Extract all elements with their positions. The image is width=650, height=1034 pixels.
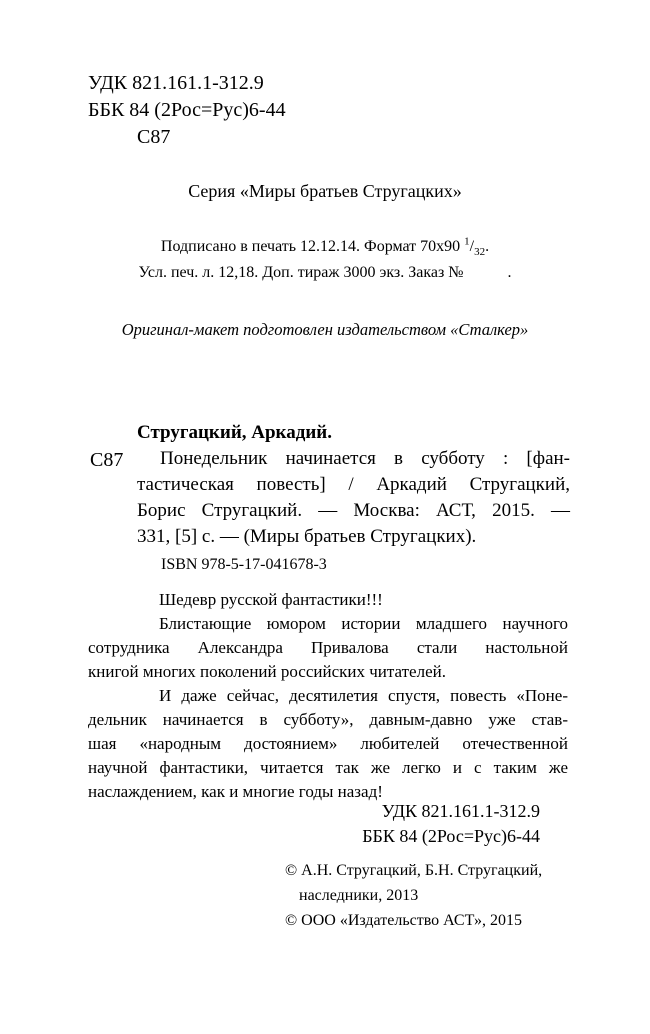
card-author: Стругацкий, Аркадий. [137,422,332,443]
annotation-line: И даже сейчас, десятилетия спустя, повесть «Поне- [159,686,568,705]
classification-block [88,70,286,151]
copyright-authors: © А.Н. Стругацкий, Б.Н. Стругацкий, [285,862,543,879]
print-info-line-2: Усл. печ. л. 12,18. Доп. тираж 3000 экз. Заказ № . [138,264,512,281]
annotation-line: Шедевр русской фантастики!!! [159,590,383,609]
udk-code: УДК 821.161.1-312.9 [88,72,264,94]
copyright-block [285,858,542,933]
card-line: 331, [5] с. — (Миры братьев Стругацких). [137,526,477,547]
card-text [137,420,570,550]
annotation-line: научной фантастики, читается так же легко и с таким же [88,758,568,777]
fraction-slash: / [469,238,475,255]
card-line: Понедельник начинается в субботу : [фан- [160,448,570,469]
series-title: Серия «Миры братьев Стругацких» [188,181,462,201]
annotation-line: наслаждением, как и многие годы назад! [88,782,383,801]
bbk-code: ББК 84 (2Рос=Рус)6-44 [88,99,286,121]
card-line: Борис Стругацкий. — Москва: АСТ, 2015. — [137,500,570,521]
copyright-authors-continued: наследники, 2013 [299,887,419,904]
print-date-format: Подписано в печать 12.12.14. Формат 70х90 [160,238,465,255]
annotation [88,588,568,804]
card-author-sign: С87 [90,449,124,471]
author-sign: С87 [137,126,171,148]
line-end-period: . [485,238,490,255]
udk-code-bottom: УДК 821.161.1-312.9 [381,801,540,821]
bbk-code-bottom: ББК 84 (2Рос=Рус)6-44 [362,826,540,846]
fraction-numerator: 1 [464,235,470,248]
annotation-line: книгой многих поколений российских читателей. [88,662,446,681]
maker-note: Оригинал-макет подготовлен издательством «Сталкер» [121,320,529,339]
annotation-line: Блистающие юмором истории младшего научного [159,614,568,633]
annotation-line: дельник начинается в субботу», давным-давно уже став- [88,710,568,729]
catalog-card [88,420,570,550]
fraction-denominator: 32 [474,246,486,259]
print-info-block [0,234,650,286]
annotation-line: сотрудника Александра Привалова стали настольной [88,638,568,657]
print-info-line-1 [0,234,650,260]
isbn: ISBN 978-5-17-041678-3 [161,556,327,573]
copyright-publisher: © ООО «Издательство АСТ», 2015 [285,912,522,929]
bottom-classification-block [0,799,540,849]
annotation-line: шая «народным достоянием» любителей отечественной [88,734,568,753]
card-line: тастическая повесть] / Аркадий Стругацкий, [137,474,570,495]
